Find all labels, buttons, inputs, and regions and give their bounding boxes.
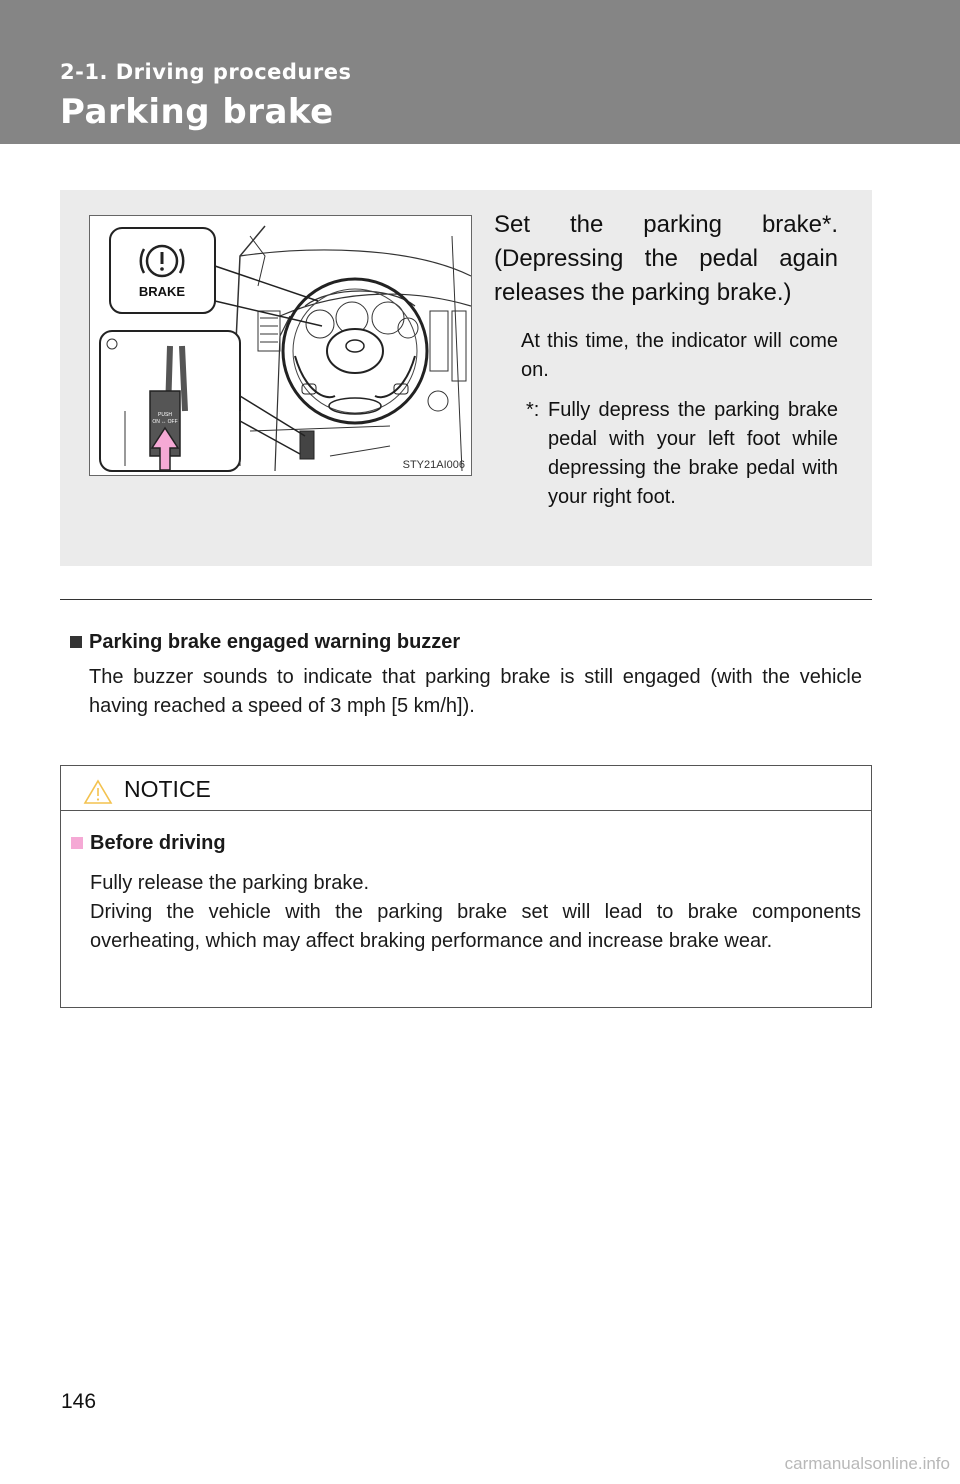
notice-line-1: Fully release the parking brake. [90, 872, 370, 894]
bullet-square-icon [71, 837, 83, 849]
instruction-main-text: Set the parking brake*. (Depressing the pedal again releases the parking brake.) [494, 211, 838, 306]
instruction-footnote [526, 396, 838, 512]
notice-line-2: Driving the vehicle with the parking brake set will lead to brake components overheating, which may affect braking performance and increase brake wear. [90, 901, 861, 952]
page-title: Parking brake [60, 92, 334, 132]
pedal-label-push: PUSH [158, 412, 172, 418]
parking-brake-illustration [89, 215, 472, 476]
pedal-label-onoff: ON ↔ OFF [152, 419, 178, 425]
warning-triangle-icon [83, 779, 113, 805]
notice-header [61, 766, 871, 811]
dashboard-drawing [90, 216, 471, 475]
section-divider [60, 599, 872, 600]
indicator-label: BRAKE [138, 284, 186, 299]
instruction-panel [60, 190, 872, 566]
header-band [0, 0, 960, 144]
notice-heading: Before driving [90, 832, 226, 854]
bullet-square-icon [70, 636, 82, 648]
buzzer-body: The buzzer sounds to indicate that parking brake is still engaged (with the vehicle having reached a speed of 3 mph [5 km/h]). [89, 666, 862, 717]
instruction-sub-text: At this time, the indicator will come on. [521, 330, 838, 381]
notice-title: NOTICE [124, 776, 211, 802]
notice-box [60, 765, 872, 1008]
footnote-mark: *: [526, 399, 540, 421]
footnote-text: Fully depress the parking brake pedal with your left foot while depressing the brake pedal with your right foot. [548, 399, 838, 508]
notice-body [61, 811, 871, 956]
page-number: 146 [61, 1390, 97, 1413]
section-label: 2-1. Driving procedures [60, 60, 352, 84]
buzzer-section [70, 628, 862, 721]
figure-code: STY21AI006 [402, 459, 465, 471]
buzzer-heading: Parking brake engaged warning buzzer [89, 631, 461, 653]
watermark: carmanualsonline.info [784, 1454, 950, 1473]
